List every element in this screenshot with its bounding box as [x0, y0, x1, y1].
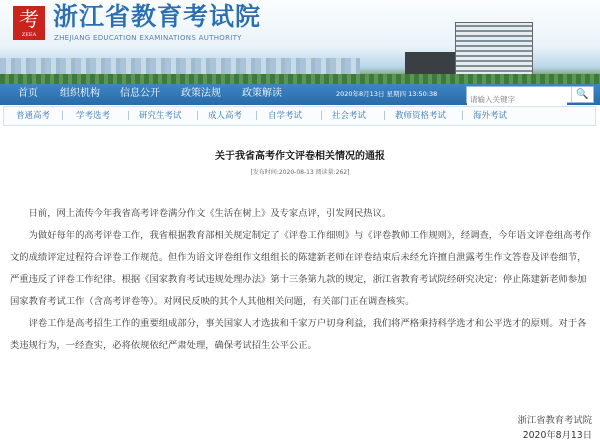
article-meta: [发布时间:2020-08-13 阅读量:262]: [250, 169, 350, 176]
search-icon[interactable]: 🔍: [571, 87, 593, 102]
subnav-overseas[interactable]: 海外考试: [473, 111, 508, 121]
search-box: [466, 86, 594, 103]
nav-policy-regulations[interactable]: 政策法规: [181, 88, 221, 99]
header-banner: [0, 0, 600, 84]
site-title: 浙江省教育考试院: [53, 2, 262, 31]
signature-date: 2020年8月13日: [522, 430, 592, 441]
site-subtitle: ZHEJIANG EDUCATION EXAMINATIONS AUTHORITY: [54, 34, 242, 42]
article-title: 关于我省高考作文评卷相关情况的通报: [215, 151, 385, 162]
subnav-xuekao[interactable]: 学考选考: [76, 111, 111, 121]
subnav-graduate[interactable]: 研究生考试: [139, 111, 182, 121]
search-input[interactable]: [467, 92, 567, 107]
nav-info-disclosure[interactable]: 信息公开: [120, 88, 160, 99]
divider: |: [196, 111, 199, 121]
current-datetime: 2020年8月13日 星期四 13:50:38: [336, 90, 438, 98]
logo-glyph: 考: [19, 7, 39, 31]
divider: |: [320, 111, 323, 121]
nav-organization[interactable]: 组织机构: [60, 88, 100, 99]
signature-block: [518, 413, 592, 443]
divider: |: [127, 111, 130, 121]
article-paragraph: 评卷工作是高考招生工作的重要组成部分，事关国家人才选拔和千家万户切身利益，我们将严格秉持科学选才和公平选才的原则。对于各类违规行为，一经查实，必将依规依纪严肃处理，确保考试招生公平公正。: [10, 318, 587, 351]
subnav-gaokao[interactable]: 普通高考: [16, 111, 51, 121]
divider: |: [461, 111, 464, 121]
article-body: [10, 203, 592, 357]
divider: |: [61, 111, 64, 121]
signature: 浙江省教育考试院: [517, 415, 592, 426]
trees-image: [0, 74, 600, 84]
nav-home[interactable]: 首页: [18, 88, 38, 99]
subnav-adult[interactable]: 成人高考: [208, 111, 243, 121]
article-paragraph: 为做好每年的高考评卷工作，我省根据教育部相关规定制定了《评卷工作细则》与《评卷教师工作规则》，经调查，今年语文评卷组高考作文的成绩评定过程符合评卷工作规范。但作为语文评卷组作文组组长的陈建新老师在评卷结束后未经允许擅自泄露考生作文答卷及评卷细节，严重违反了评卷工作纪律。根据《国家教育考试违规处理办法》第十三条第九款的规定，浙江省教育考试院经研究决定：停止陈建新老师参加国家教育考试工作（含高考评卷等）。对网民反映的其个人其他相关问题，有关部门正在调查核实。: [10, 230, 592, 307]
site-logo[interactable]: [13, 6, 45, 40]
logo-sub: ZEEA: [21, 32, 37, 38]
nav-policy-interpretation[interactable]: 政策解读: [242, 88, 282, 99]
sub-nav: [3, 106, 596, 126]
building-image: [455, 22, 533, 78]
article-paragraph: 日前，网上流传今年我省高考评卷满分作文《生活在树上》及专家点评，引发网民热议。: [28, 208, 392, 219]
main-nav: [0, 84, 600, 105]
subnav-teacher[interactable]: 教师资格考试: [395, 111, 447, 121]
divider: |: [383, 111, 386, 121]
subnav-self-study[interactable]: 自学考试: [268, 111, 303, 121]
divider: |: [255, 111, 258, 121]
subnav-social[interactable]: 社会考试: [332, 111, 367, 121]
